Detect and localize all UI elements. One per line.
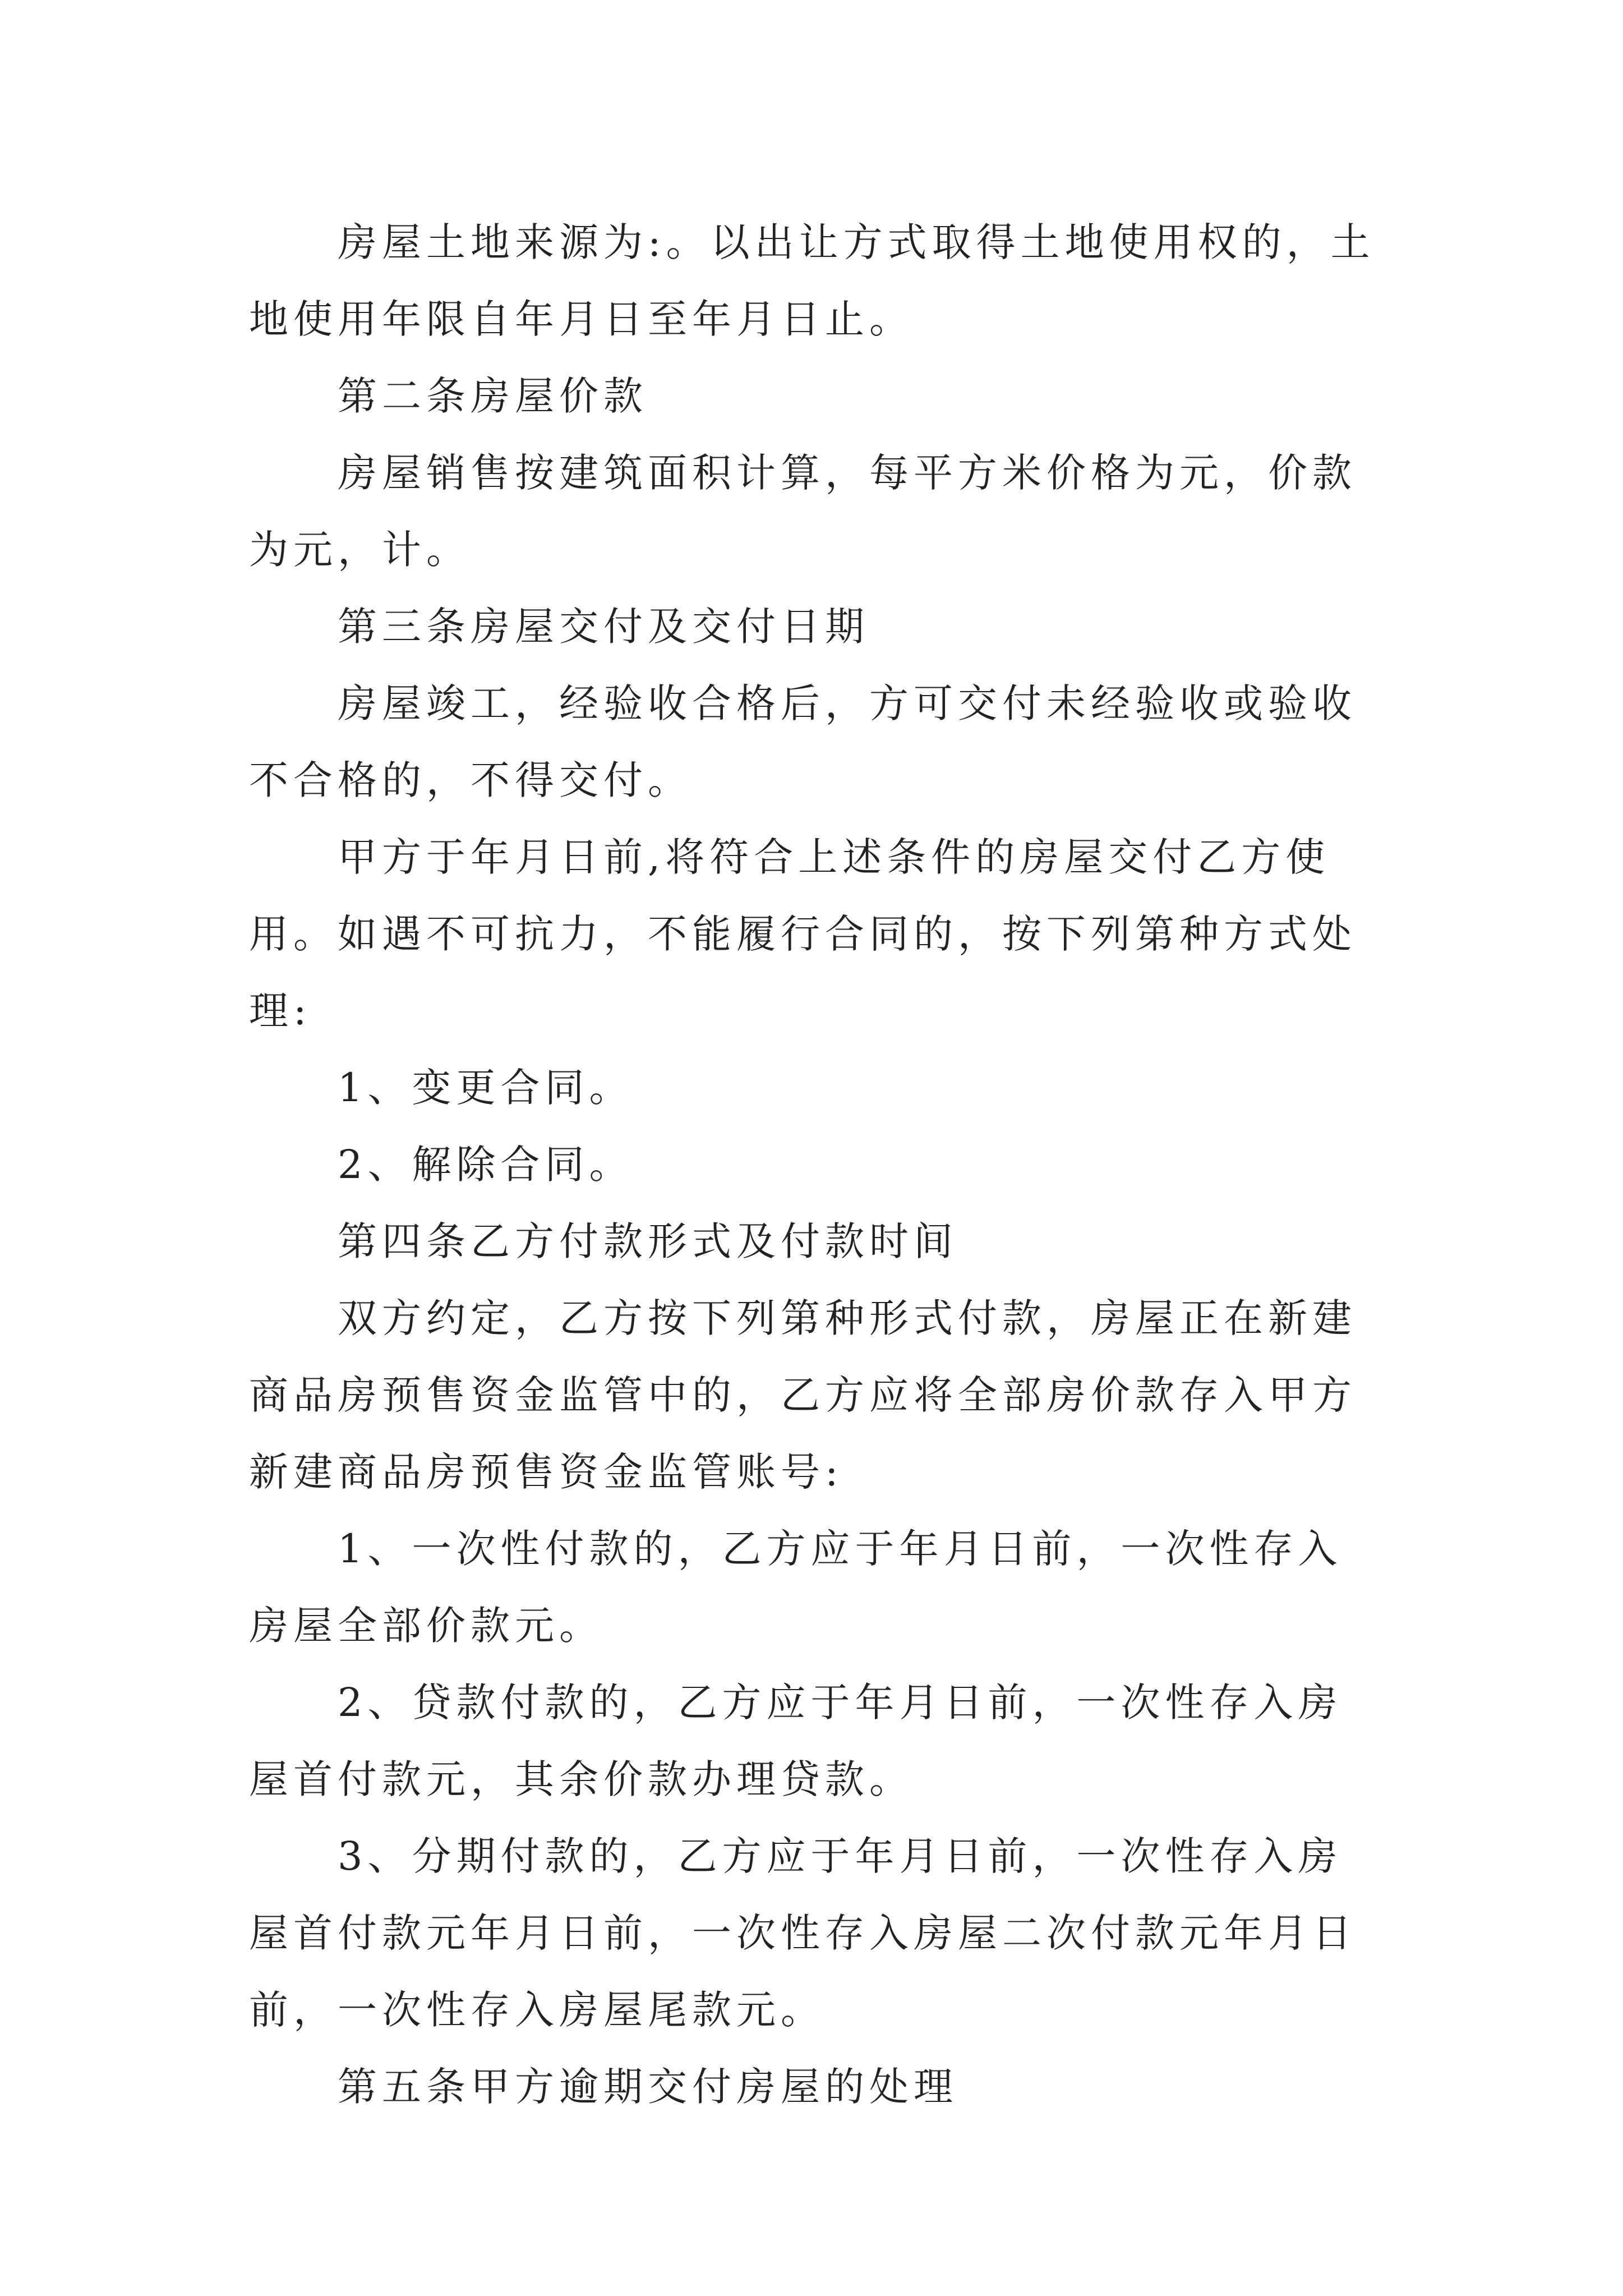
paragraph-delivery: 甲方于年月日前,将符合上述条件的房屋交付乙方使用。如遇不可抗力，不能履行合同的，按下列第种方式处理: xyxy=(249,834,1357,1034)
list-item-change-contract: 1、变更合同。 xyxy=(338,1065,634,1111)
document-body xyxy=(249,204,1380,2125)
paragraph-completion: 房屋竣工，经验收合格后，方可交付未经验收或验收不合格的，不得交付。 xyxy=(249,680,1357,803)
paragraph-land-source: 房屋土地来源为:。以出让方式取得土地使用权的，土地使用年限自年月日至年月日止。 xyxy=(249,219,1375,342)
list-item-installment: 3、分期付款的，乙方应于年月日前，一次性存入房屋首付款元年月日前，一次性存入房屋二次付款元年月日前，一次性存入房屋尾款元。 xyxy=(249,1833,1357,2033)
heading-article-4: 第四条乙方付款形式及付款时间 xyxy=(338,1218,958,1264)
list-item-loan: 2、贷款付款的，乙方应于年月日前，一次性存入房屋首付款元，其余价款办理贷款。 xyxy=(249,1680,1343,1802)
paragraph-payment-agreement: 双方约定，乙方按下列第种形式付款，房屋正在新建商品房预售资金监管中的，乙方应将全部房价款存入甲方新建商品房预售资金监管账号: xyxy=(249,1295,1357,1495)
heading-article-3: 第三条房屋交付及交付日期 xyxy=(338,604,869,650)
heading-article-5: 第五条甲方逾期交付房屋的处理 xyxy=(338,2064,958,2110)
list-item-lump-sum: 1、一次性付款的，乙方应于年月日前，一次性存入房屋全部价款元。 xyxy=(249,1526,1343,1649)
heading-article-2: 第二条房屋价款 xyxy=(338,373,648,419)
paragraph-price: 房屋销售按建筑面积计算，每平方米价格为元，价款为元，计。 xyxy=(249,450,1357,573)
list-item-terminate-contract: 2、解除合同。 xyxy=(338,1142,634,1188)
